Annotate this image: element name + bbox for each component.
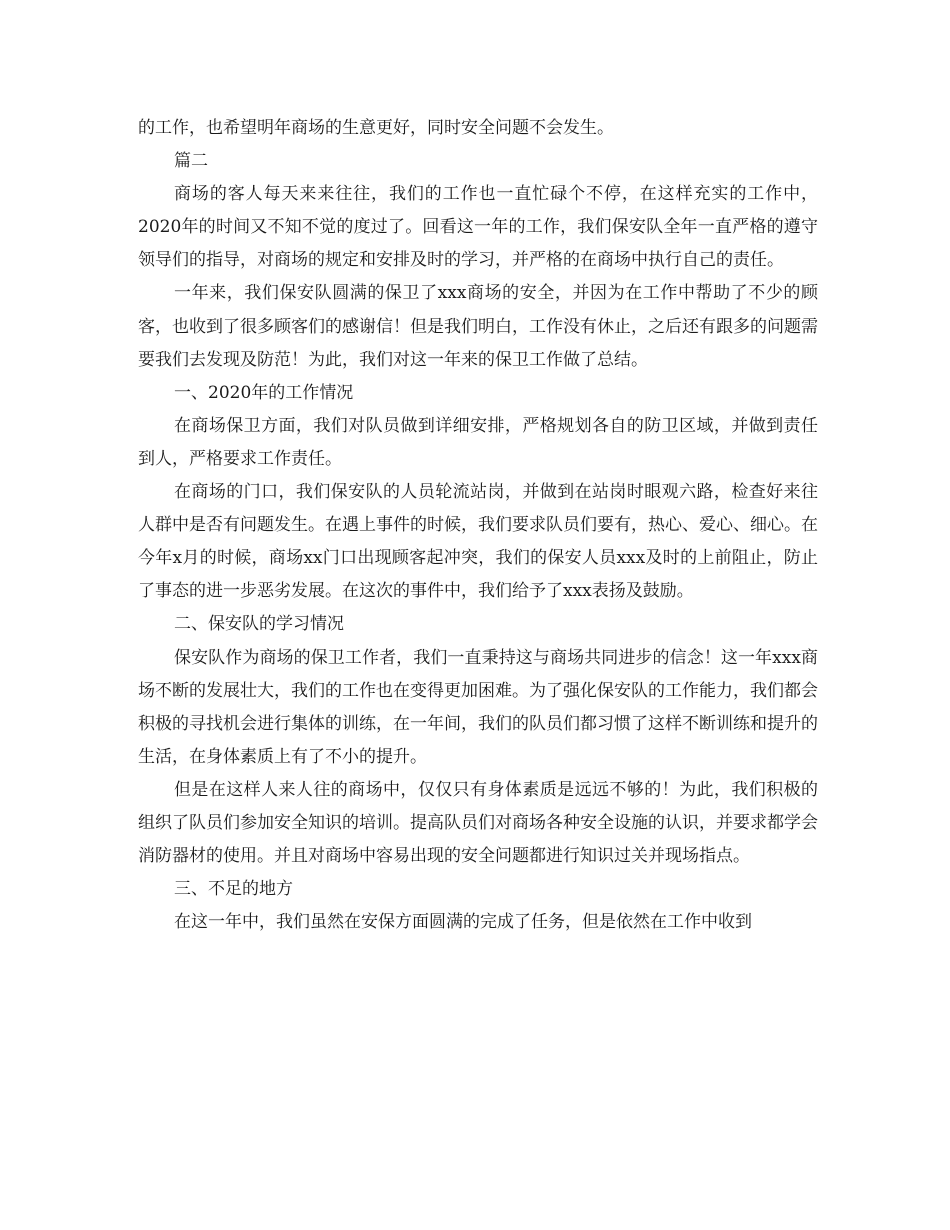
paragraph-security-arrangement: 在商场保卫方面，我们对队员做到详细安排，严格规划各自的防卫区域，并做到责任到人，严格要求工作责任。 <box>138 415 818 469</box>
paragraph-shortcomings: 在这一年中，我们虽然在安保方面圆满的完成了任务，但是依然在工作中收到 <box>174 912 752 933</box>
paragraph-intro: 商场的客人每天来来往往，我们的工作也一直忙碌个不停，在这样充实的工作中，2020年的时间又不知不觉的度过了。回看这一年的工作，我们保安队全年一直严格的遵守领导们的指导，对商场的规定和安排及时的学习，并严格的在商场中执行自己的责任。 <box>138 184 818 271</box>
paragraph-year-summary: 一年来，我们保安队圆满的保卫了xxx商场的安全，并因为在工作中帮助了不少的顾客，也收到了很多顾客们的感谢信！但是我们明白，工作没有休止，之后还有跟多的问题需要我们去发现及防范！为此，我们对这一年来的保卫工作做了总结。 <box>138 283 818 370</box>
paragraph-safety-knowledge: 但是在这样人来人往的商场中，仅仅只有身体素质是远远不够的！为此，我们积极的组织了队员们参加安全知识的培训。提高队员们对商场各种安全设施的认识，并要求都学会消防器材的使用。并且对商场中容易出现的安全问题都进行知识过关并现场指点。 <box>138 779 818 867</box>
paragraph-training: 保安队作为商场的保卫工作者，我们一直秉持这与商场共同进步的信念！这一年xxx商场不断的发展壮大，我们的工作也在变得更加困难。为了强化保安队的工作能力，我们都会积极的寻找机会进行集体的训练，在一年间，我们的队员们都习惯了这样不断训练和提升的生活，在身体素质上有了不小的提升。 <box>138 647 818 767</box>
section-heading-part-two: 篇二 <box>174 151 208 172</box>
section-heading-learning: 二、保安队的学习情况 <box>174 614 344 635</box>
paragraph-continuation: 的工作，也希望明年商场的生意更好，同时安全问题不会发生。 <box>138 118 614 138</box>
paragraph-entrance-guard: 在商场的门口，我们保安队的人员轮流站岗，并做到在站岗时眼观六路，检查好来往人群中是否有问题发生。在遇上事件的时候，我们要求队员们要有，热心、爱心、细心。在今年x月的时候，商场xx门口出现顾客起冲突，我们的保安人员xxx及时的上前阻止，防止了事态的进一步恶劣发展。在这次的事件中，我们给予了xxx表扬及鼓励。 <box>138 482 818 602</box>
section-heading-shortcomings: 三、不足的地方 <box>174 879 293 900</box>
document-body <box>138 112 818 939</box>
section-heading-work-situation: 一、2020年的工作情况 <box>174 382 354 403</box>
